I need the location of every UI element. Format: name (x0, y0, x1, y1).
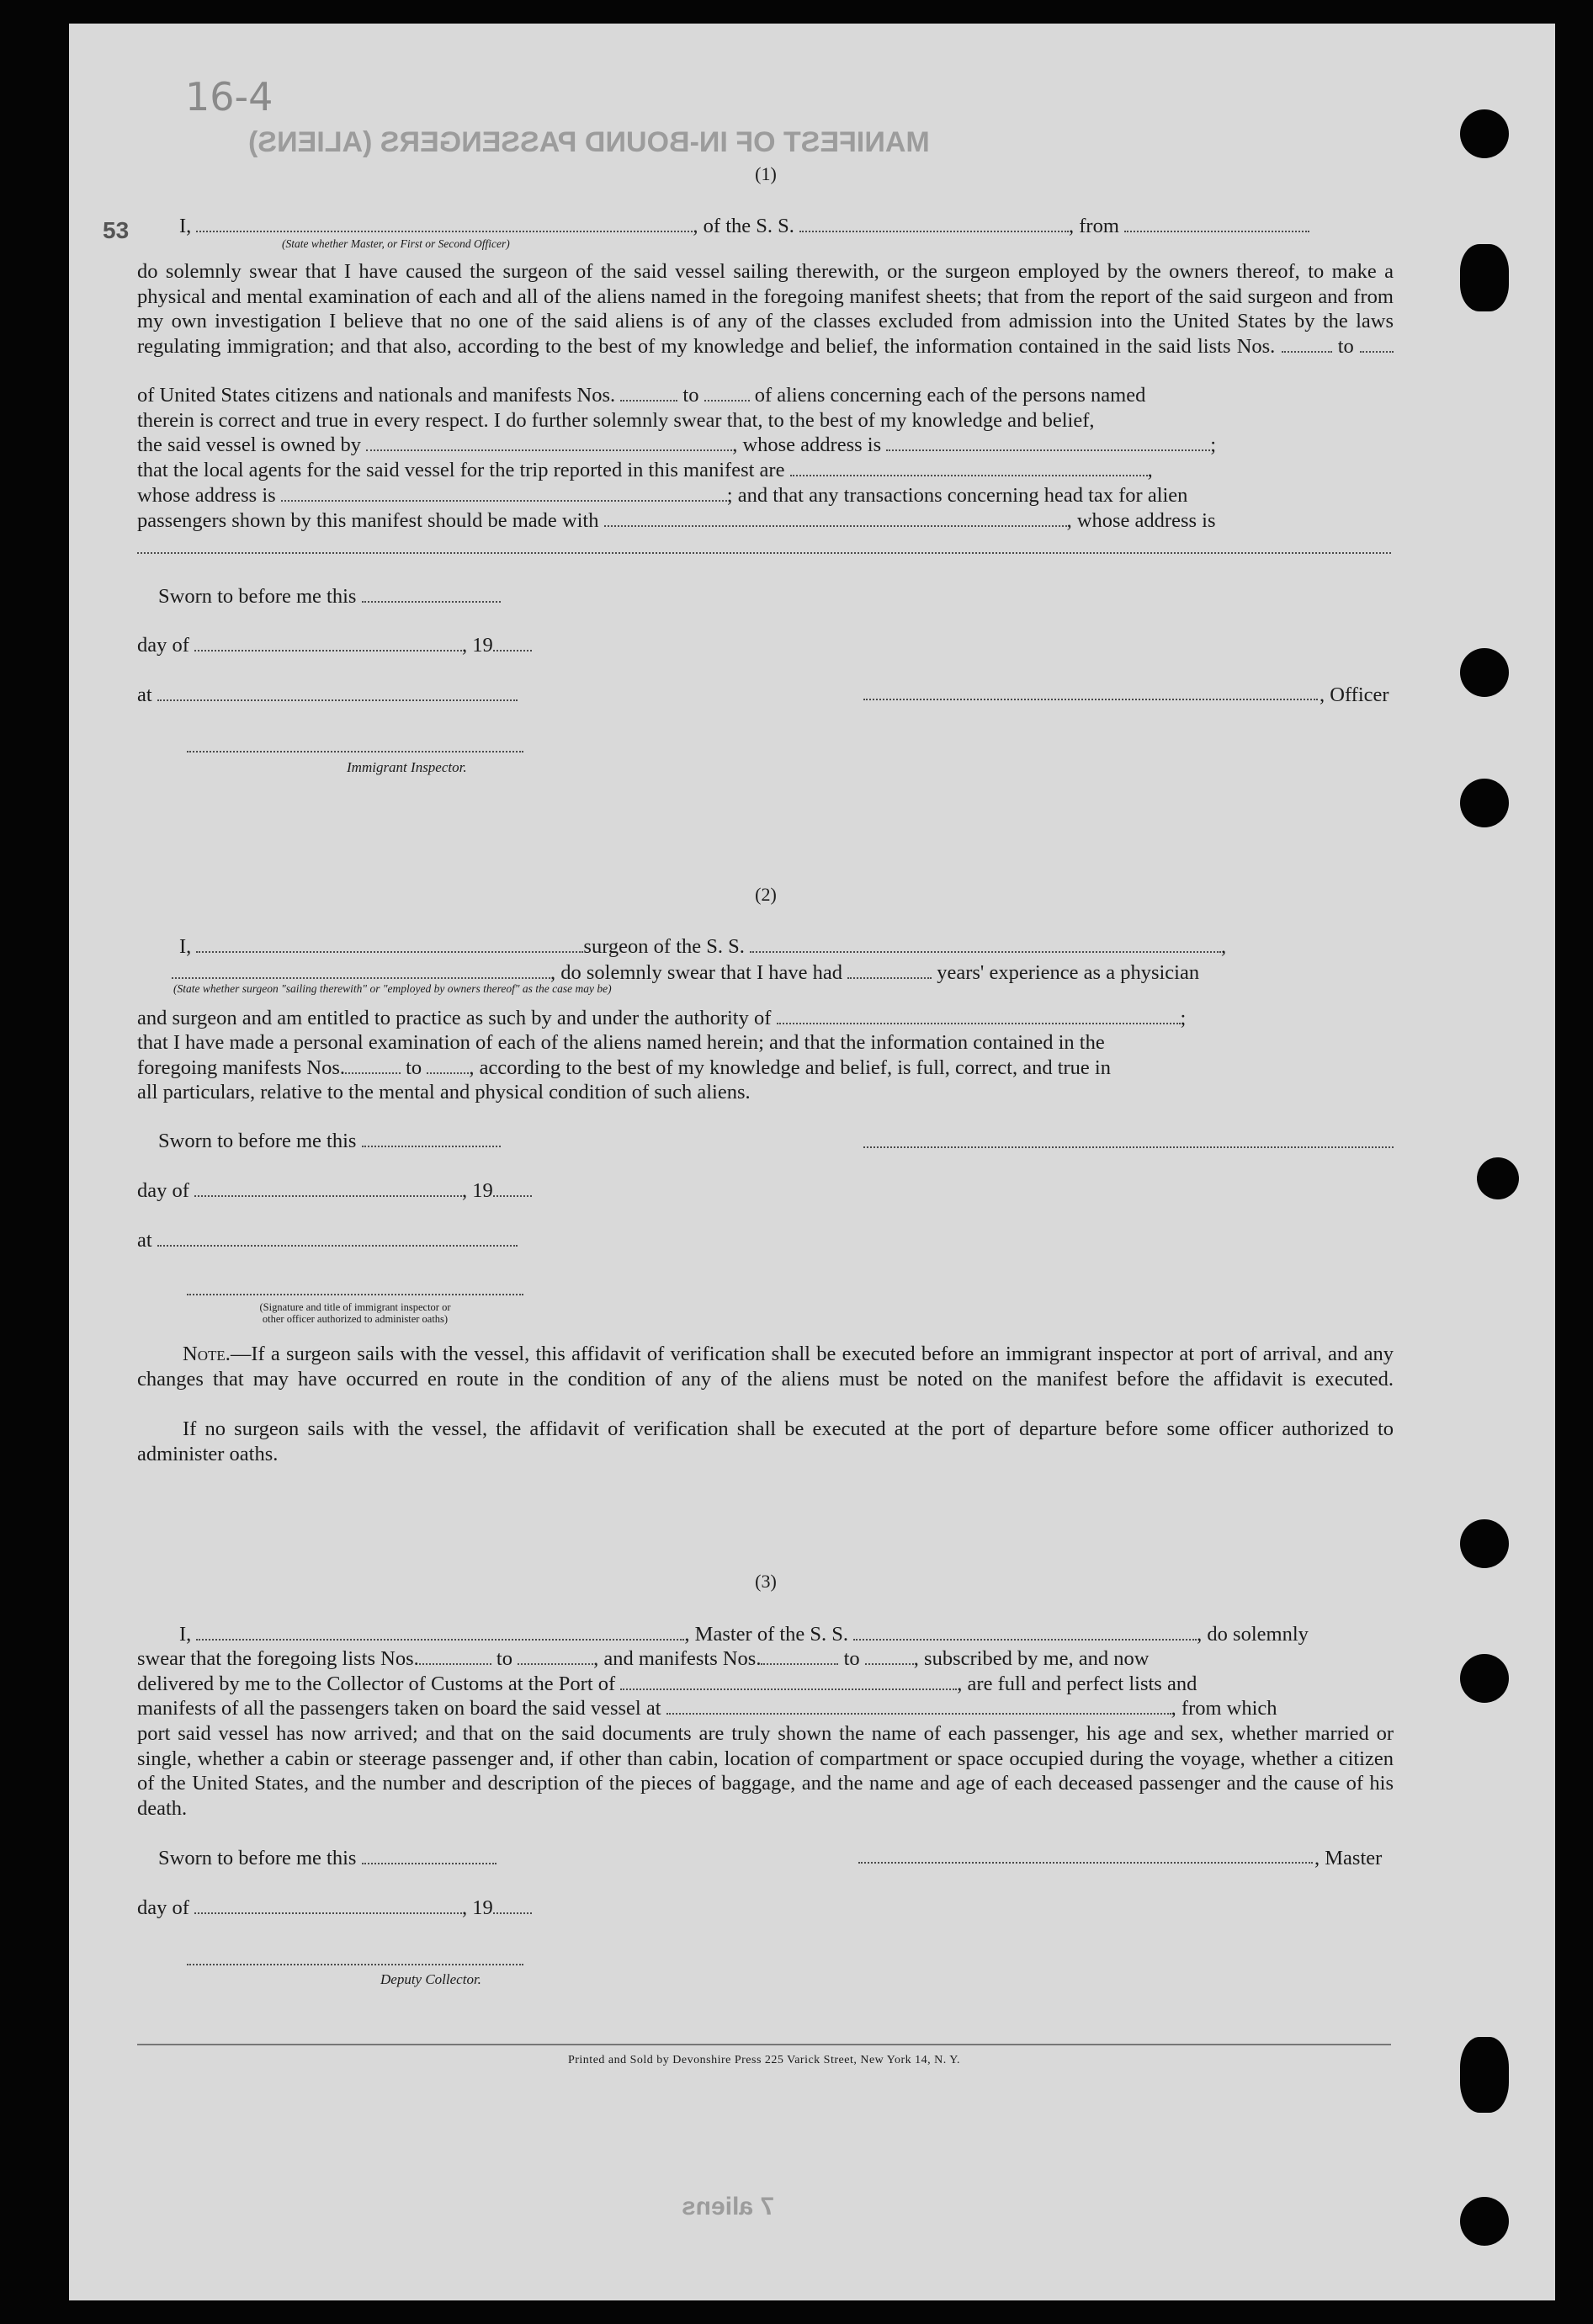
manifest-page (69, 24, 1555, 2300)
oath-paragraph: do solemnly swear that I have caused the surgeon of the said vessel sailing therewith, or the surgeon employed by the owners thereof, to make a physical and mental examination of each and all of the aliens named in the foregoing manifest sheets; that from the report of the said surgeon and from my own investigation I believe that no one of the said aliens is of any of the classes excluded from admission into the United States by the laws regulating immigration; and that also, according to the best of my knowledge and belief, the information contained in the said lists Nos. to (137, 260, 1394, 358)
master-signature-line (858, 1862, 1313, 1864)
at-line: at (137, 1228, 518, 1252)
fill-line (137, 552, 1391, 554)
oath-line: I, surgeon of the S. S. , (179, 935, 1227, 958)
day-line: day of , 19 (137, 1178, 532, 1203)
punch-hole (1460, 109, 1509, 158)
inspector-label: Immigrant Inspector. (347, 759, 467, 775)
punch-hole (1460, 1519, 1509, 1568)
footer-rule (137, 2044, 1391, 2045)
oath-paragraph: port said vessel has now arrived; and that on the said documents are truly shown the name of each passenger, his age and sex, whether married or single, whether a cabin or steerage passenger and, if other than cabin, location of compartment or space occupied during the voyage, whether a citizen of the United States, and the number and description of the pieces of baggage, and the name and age of each deceased passenger and the cause of his death. (137, 1722, 1394, 1820)
oath-line: foregoing manifests Nos. to , according to the best of my knowledge and belief, is full, correct, and true in (137, 1056, 1111, 1079)
oath-line: of United States citizens and nationals and manifests Nos. to of aliens concerning each of the persons named (137, 384, 1146, 407)
oath-line: the said vessel is owned by , whose address is ; (137, 433, 1217, 456)
field-caption: (State whether Master, or First or Second Officer) (282, 237, 510, 250)
oath-text: , of the S. S. (693, 215, 794, 237)
at-line: at (137, 683, 518, 707)
oath-line: delivered by me to the Collector of Customs at the Port of , are full and perfect lists and (137, 1673, 1197, 1695)
oath-line: that the local agents for the said vessel for the trip reported in this manifest are , (137, 459, 1153, 481)
oath-line: manifests of all the passengers taken on board the said vessel at , from which (137, 1697, 1277, 1720)
bleed-through-footer: 7 aliens (682, 2193, 775, 2220)
day-line: day of , 19 (137, 1896, 532, 1920)
surgeon-signature-line (863, 1146, 1394, 1148)
punch-hole (1460, 2197, 1509, 2246)
oath-line: I, , Master of the S. S. , do solemnly (179, 1623, 1309, 1646)
sworn-line: Sworn to before me this (158, 1846, 496, 1870)
officer-signature-line (863, 699, 1318, 700)
oath-line: swear that the foregoing lists Nos. to , and manifests Nos. to , subscribed by me, and now (137, 1647, 1150, 1670)
bleed-through-title: MANIFEST OF IN-BOUND PASSENGERS (ALIENS) (248, 126, 930, 158)
oath-line: whose address is ; and that any transactions concerning head tax for alien (137, 484, 1188, 507)
bleed-through-year: 53 (103, 217, 130, 243)
officer-label: , Officer (1320, 683, 1389, 706)
day-line: day of , 19 (137, 633, 532, 657)
oath-line: that I have made a personal examination of each of the aliens named herein; and that the information contained in the (137, 1031, 1105, 1054)
oath-text: I, (179, 215, 192, 237)
signature-caption: (Signature and title of immigrant inspector or other officer authorized to administer oaths) (259, 1301, 451, 1325)
field-caption: (State whether surgeon "sailing therewith" or "employed by owners thereof" as the case may be) (173, 982, 612, 995)
note-paragraph: If no surgeon sails with the vessel, the affidavit of verification shall be executed at the port of departure before some officer authorized to administer oaths. (137, 1417, 1394, 1465)
deputy-collector-label: Deputy Collector. (380, 1971, 481, 1987)
section-number: (1) (755, 163, 777, 184)
oath-line: , do solemnly swear that I have had years' experience as a physician (172, 960, 1199, 985)
fill-line (1124, 215, 1309, 232)
oath-line: and surgeon and am entitled to practice as such by and under the authority of ; (137, 1007, 1187, 1029)
sworn-line: Sworn to before me this (158, 584, 501, 609)
handwritten-number: 16-4 (185, 74, 273, 120)
section-number: (2) (755, 884, 777, 905)
punch-hole (1477, 1157, 1519, 1199)
fill-line (196, 215, 693, 232)
punch-hole (1460, 244, 1509, 311)
oath-line: therein is correct and true in every respect. I do further solemnly swear that, to the best of my knowledge and belief, (137, 409, 1095, 432)
note-paragraph: Note.—If a surgeon sails with the vessel, this affidavit of verification shall be executed before an immigrant inspector at port of arrival, and any changes that may have occurred en route in the condition of any of the aliens must be noted on the manifest before the affidavit is executed. (137, 1343, 1394, 1391)
punch-hole (1460, 1654, 1509, 1703)
oath-line: all particulars, relative to the mental and physical condition of such aliens. (137, 1081, 751, 1104)
oath-line (179, 214, 1309, 238)
master-label: , Master (1314, 1847, 1383, 1869)
inspector-signature-line (187, 751, 523, 753)
oath-line: passengers shown by this manifest should be made with , whose address is (137, 509, 1216, 532)
punch-hole (1460, 648, 1509, 697)
section-number: (3) (755, 1571, 777, 1592)
punch-hole (1460, 779, 1509, 827)
signature-line (187, 1294, 523, 1295)
printer-imprint: Printed and Sold by Devonshire Press 225 Varick Street, New York 14, N. Y. (567, 2054, 961, 2066)
fill-line (799, 215, 1069, 232)
punch-hole (1460, 2037, 1509, 2113)
sworn-line: Sworn to before me this (158, 1129, 501, 1153)
oath-text: , from (1069, 215, 1119, 237)
collector-signature-line (187, 1964, 523, 1965)
